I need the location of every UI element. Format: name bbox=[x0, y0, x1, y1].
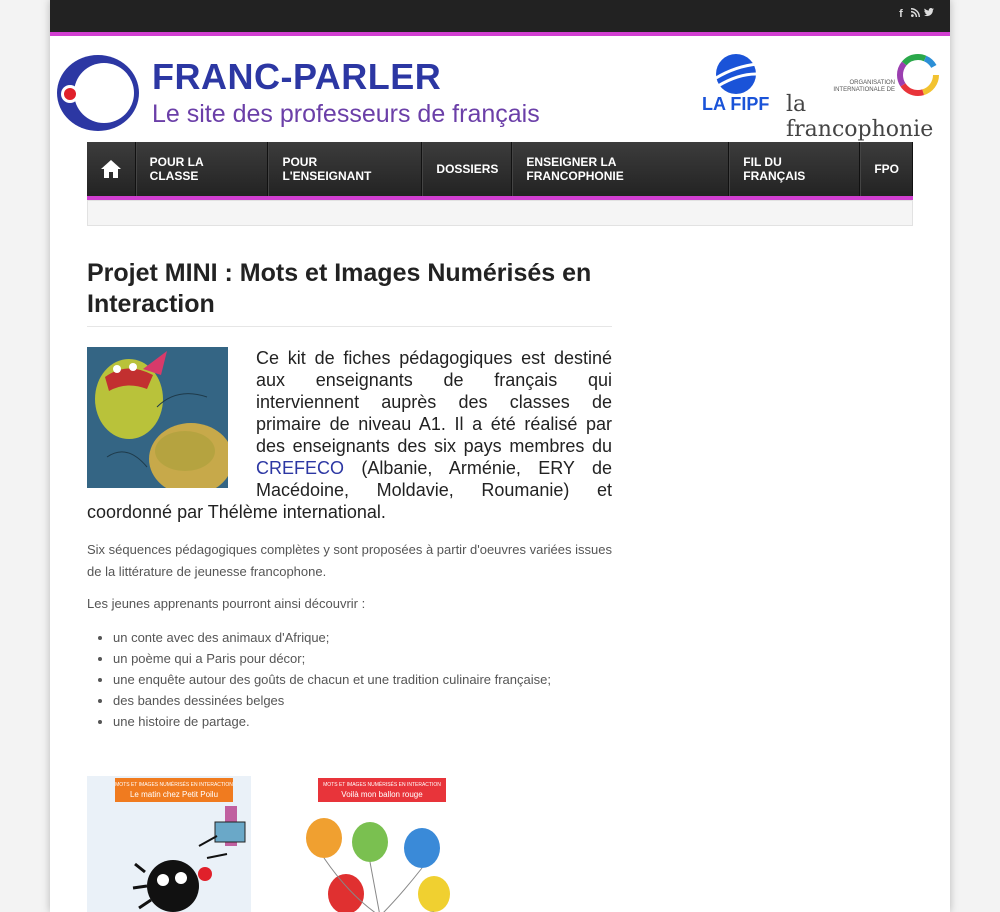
nav-item-pour-l-enseignant[interactable]: POUR L'ENSEIGNANT bbox=[268, 142, 422, 196]
nav-item-pour-la-classe[interactable]: POUR LA CLASSE bbox=[136, 142, 269, 196]
site-title[interactable]: FRANC-PARLER bbox=[152, 56, 442, 97]
crefeco-link[interactable]: CREFECO bbox=[256, 458, 345, 478]
book-title: Voilà mon ballon rouge bbox=[341, 790, 423, 799]
fipf-label[interactable]: LA FIPF bbox=[702, 94, 770, 114]
oif-label[interactable]: la francophonie bbox=[786, 92, 934, 142]
discovery-list bbox=[87, 627, 612, 732]
oif-caption: ORGANISATION INTERNATIONALE DE bbox=[833, 80, 895, 93]
list-item: • un conte avec des animaux d'Afrique; bbox=[113, 627, 612, 648]
twitter-icon[interactable] bbox=[924, 8, 934, 20]
site-header bbox=[50, 36, 950, 142]
paragraph-discover: Les jeunes apprenants pourront ainsi découvrir : bbox=[87, 596, 366, 611]
book-series: MOTS ET IMAGES NUMÉRISÉS EN INTERACTION bbox=[323, 782, 441, 788]
list-item: • une enquête autour des goûts de chacun et une tradition culinaire française; bbox=[113, 669, 612, 690]
book-series: MOTS ET IMAGES NUMÉRISÉS EN INTERACTION bbox=[115, 782, 233, 788]
nav-item-fil-du-francais[interactable]: FIL DU FRANÇAIS bbox=[729, 142, 860, 196]
article bbox=[87, 258, 612, 732]
rss-icon[interactable] bbox=[910, 8, 920, 20]
facebook-icon[interactable]: f bbox=[899, 8, 903, 20]
sub-nav-bar bbox=[87, 200, 913, 226]
article-thumbnail[interactable] bbox=[87, 347, 228, 488]
paragraph-sequences: Six séquences pédagogiques complètes y sont proposées à partir d'oeuvres variées issues de la littérature de jeunesse francophone. bbox=[87, 542, 612, 579]
list-item: • une histoire de partage. bbox=[113, 711, 612, 732]
site-tagline: Le site des professeurs de français bbox=[152, 100, 540, 128]
nav-item-fpo[interactable]: FPO bbox=[860, 142, 913, 196]
main-nav bbox=[87, 142, 913, 200]
franc-parler-logo[interactable] bbox=[56, 54, 140, 132]
intro-text-2: (Albanie, Arménie, ERY de Macédoine, Moldavie, Roumanie) et coordonné par Thélème international. bbox=[87, 458, 612, 522]
page-title: Projet MINI : Mots et Images Numérisés en Interaction bbox=[87, 258, 612, 327]
intro-text-1: Ce kit de fiches pédagogiques est destiné aux enseignants de français qui interviennent auprès des classes de primaire de niveau A1. Il a été réalisé par des enseignants des six pays membres du bbox=[256, 348, 612, 456]
home-icon bbox=[100, 159, 122, 179]
article-intro bbox=[87, 347, 612, 523]
nav-item-enseigner-la-francophonie[interactable]: ENSEIGNER LA FRANCOPHONIE bbox=[512, 142, 729, 196]
book-cover-ballon-rouge[interactable] bbox=[300, 776, 464, 912]
page bbox=[50, 0, 950, 912]
book-cover-petit-poilu[interactable] bbox=[87, 776, 251, 912]
book-title: Le matin chez Petit Poilu bbox=[129, 790, 219, 799]
nav-item-dossiers[interactable]: DOSSIERS bbox=[422, 142, 512, 196]
list-item: • un poème qui a Paris pour décor; bbox=[113, 648, 612, 669]
top-bar bbox=[50, 0, 950, 36]
social-links bbox=[896, 8, 934, 20]
list-item: • des bandes dessinées belges bbox=[113, 690, 612, 711]
book-covers bbox=[87, 776, 687, 912]
nav-home[interactable] bbox=[87, 142, 136, 196]
